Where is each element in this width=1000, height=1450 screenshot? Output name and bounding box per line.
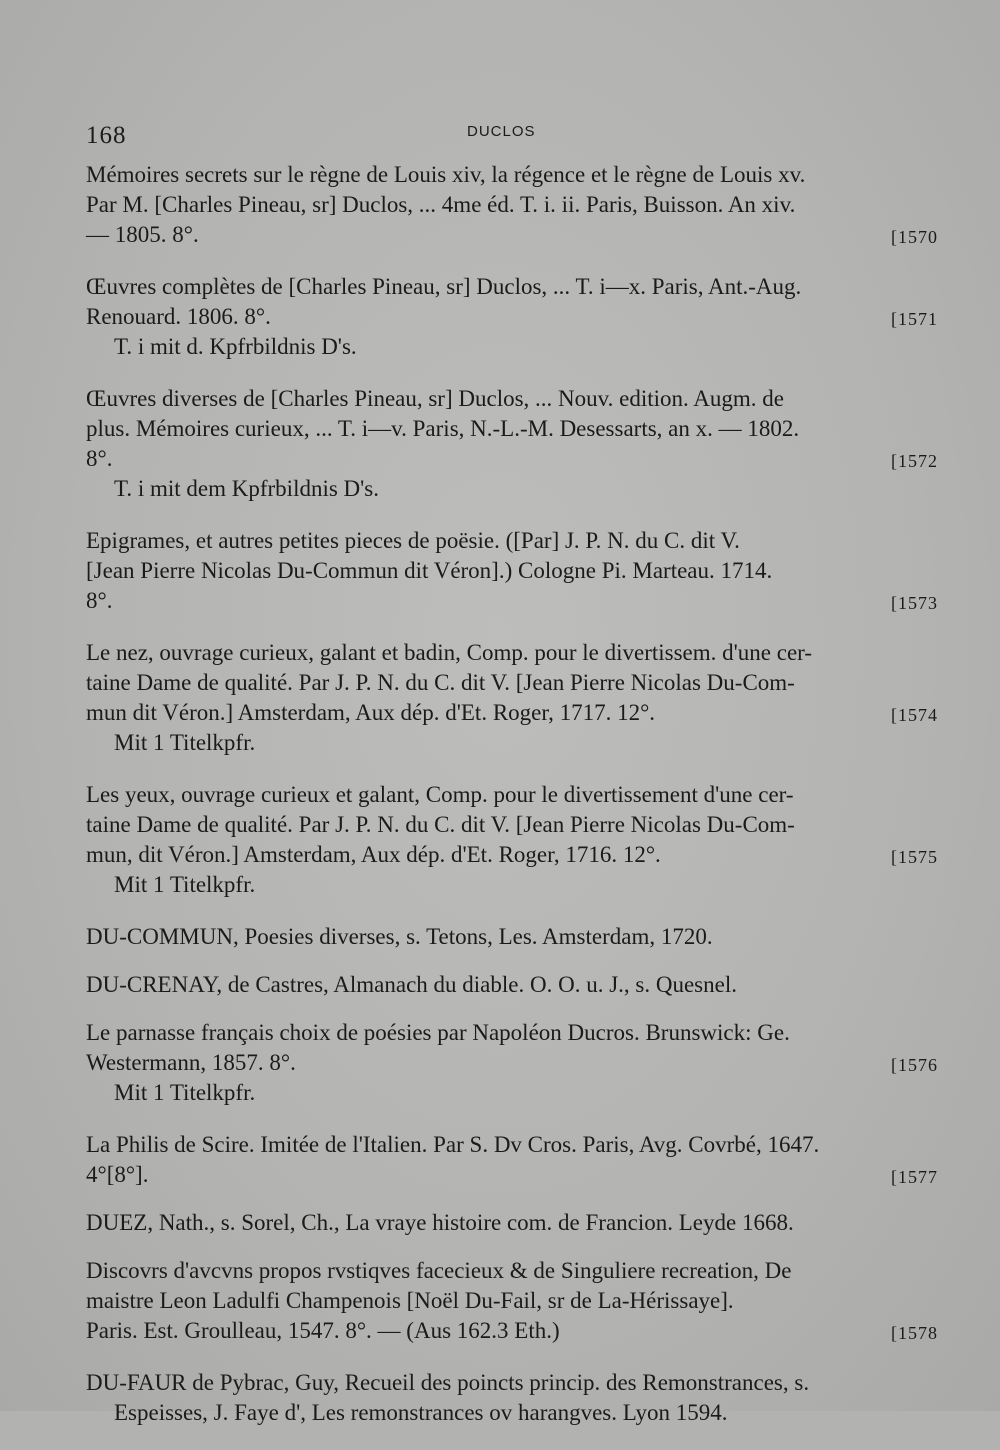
entry-reference-number: [1574 [891,705,938,725]
entry-reference-number: [1571 [891,309,938,329]
page-header [0,118,1000,158]
entry-note: Mit 1 Titelkpfr. [114,872,256,897]
entry-line [86,586,946,616]
entry-line-text: Paris. Est. Groulleau, 1547. 8°. — (Aus 162.3 Eth.) [86,1318,560,1343]
entry-line: taine Dame de qualité. Par J. P. N. du C. dit V. [Jean Pierre Nicolas Du-Com- [86,670,795,695]
entry-1571 [86,272,946,362]
entry-line-text: — 1805. 8°. [86,222,199,247]
entry-line: Discovrs d'avcvns propos rvstiqves facecieux & de Singuliere recreation, De [86,1258,792,1283]
entry-line-text: 4°[8°]. [86,1162,149,1187]
entry-line-text: mun dit Véron.] Amsterdam, Aux dép. d'Et. Roger, 1717. 12°. [86,700,656,725]
entry-line: Par M. [Charles Pineau, sr] Duclos, ... 4me éd. T. i. ii. Paris, Buisson. An xiv. [86,192,796,217]
entry-du-crenay [86,970,946,1000]
entry-reference-number: [1577 [891,1167,938,1187]
entry-reference-number: [1573 [891,593,938,613]
entry-line-text: 8°. [86,446,113,471]
entry-1573 [86,526,946,616]
entry-line-text: Renouard. 1806. 8°. [86,304,271,329]
entry-du-faur [86,1368,946,1428]
entry-note: T. i mit dem Kpfrbildnis D's. [114,476,380,501]
entry-line: DU-CRENAY, de Castres, Almanach du diable. O. O. u. J., s. Quesnel. [86,972,737,997]
entry-1574 [86,638,946,758]
entry-line [86,1048,946,1078]
entry-line [86,698,946,728]
entry-line [86,1316,946,1346]
entry-line: DUEZ, Nath., s. Sorel, Ch., La vraye histoire com. de Francion. Leyde 1668. [86,1210,794,1235]
entry-reference-number: [1575 [891,847,938,867]
entry-1570 [86,160,946,250]
entry-line [86,1160,946,1190]
entry-1578 [86,1256,946,1346]
entry-line: plus. Mémoires curieux, ... T. i—v. Paris, N.-L.-M. Desessarts, an x. — 1802. [86,416,800,441]
entry-reference-number: [1576 [891,1055,938,1075]
entry-line: Œuvres complètes de [Charles Pineau, sr] Duclos, ... T. i—x. Paris, Ant.-Aug. [86,274,802,299]
entry-line-text: 8°. [86,588,113,613]
entry-line: Epigrames, et autres petites pieces de poësie. ([Par] J. P. N. du C. dit V. [86,528,740,553]
entry-1575 [86,780,946,900]
entry-line: Œuvres diverses de [Charles Pineau, sr] Duclos, ... Nouv. edition. Augm. de [86,386,784,411]
entry-line-text: Westermann, 1857. 8°. [86,1050,296,1075]
entry-line [86,220,946,250]
entry-duez [86,1208,946,1238]
entry-line: Espeisses, J. Faye d', Les remonstrances ov harangves. Lyon 1594. [114,1400,728,1425]
entry-line [86,302,946,332]
entry-1577 [86,1130,946,1190]
entry-1576 [86,1018,946,1108]
entry-line: Les yeux, ouvrage curieux et galant, Comp. pour le divertissement d'une cer- [86,782,794,807]
entry-line: La Philis de Scire. Imitée de l'Italien. Par S. Dv Cros. Paris, Avg. Covrbé, 1647. [86,1132,820,1157]
entry-reference-number: [1572 [891,451,938,471]
entry-du-commun [86,922,946,952]
page-number: 168 [86,122,127,149]
entry-line: Le parnasse français choix de poésies par Napoléon Ducros. Brunswick: Ge. [86,1020,790,1045]
entry-line: [Jean Pierre Nicolas Du-Commun dit Véron].) Cologne Pi. Marteau. 1714. [86,558,773,583]
bibliography-entries [86,160,946,1450]
entry-line: taine Dame de qualité. Par J. P. N. du C. dit V. [Jean Pierre Nicolas Du-Com- [86,812,795,837]
entry-1572 [86,384,946,504]
entry-reference-number: [1578 [891,1323,938,1343]
entry-line: Mémoires secrets sur le règne de Louis xiv, la régence et le règne de Louis xv. [86,162,806,187]
entry-note: Mit 1 Titelkpfr. [114,1080,256,1105]
entry-note: T. i mit d. Kpfrbildnis D's. [114,334,357,359]
entry-line: maistre Leon Ladulfi Champenois [Noël Du-Fail, sr de La-Hérissaye]. [86,1288,734,1313]
entry-line-text: mun, dit Véron.] Amsterdam, Aux dép. d'Et. Roger, 1716. 12°. [86,842,661,867]
entry-line [86,444,946,474]
entry-line: Le nez, ouvrage curieux, galant et badin, Comp. pour le divertissem. d'une cer- [86,640,813,665]
entry-reference-number: [1570 [891,227,938,247]
entry-note: Mit 1 Titelkpfr. [114,730,256,755]
entry-line: DU-FAUR de Pybrac, Guy, Recueil des poincts princip. des Remonstrances, s. [86,1370,810,1395]
entry-line: DU-COMMUN, Poesies diverses, s. Tetons, Les. Amsterdam, 1720. [86,924,713,949]
running-head: DUCLOS [467,123,536,140]
entry-line [86,840,946,870]
